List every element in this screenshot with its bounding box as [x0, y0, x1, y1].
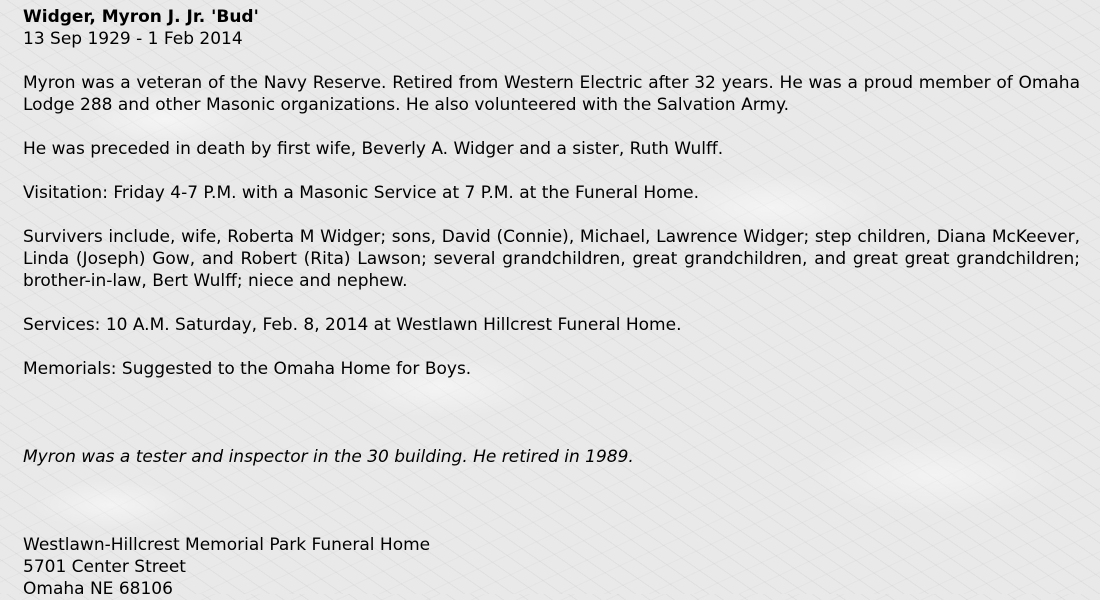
life-dates: 13 Sep 1929 - 1 Feb 2014	[23, 29, 243, 49]
spacer	[23, 336, 1080, 358]
spacer	[23, 512, 1080, 534]
paragraph-survivors: Survivers include, wife, Roberta M Widger; sons, David (Connie), Michael, Lawrence Widger; step children, Diana McKeever, Linda (Joseph) Gow, and Robert (Rita) Lawson; several grandchildren, great grandchildren, and great great grandchildren; brother-in-law, Bert Wulff; niece and nephew.	[23, 227, 1080, 291]
paragraph-visitation: Visitation: Friday 4-7 P.M. with a Masonic Service at 7 P.M. at the Funeral Home.	[23, 183, 700, 203]
city-state-zip: Omaha NE 68106	[23, 579, 173, 599]
paragraph-memorials: Memorials: Suggested to the Omaha Home for Boys.	[23, 359, 472, 379]
spacer	[23, 402, 1080, 424]
spacer	[23, 490, 1080, 512]
funeral-home-name: Westlawn-Hillcrest Memorial Park Funeral Home	[23, 535, 431, 555]
paragraph-service-history: Myron was a veteran of the Navy Reserve. Retired from Western Electric after 32 years. He was a proud member of Omaha Lodge 288 and other Masonic organizations. He also volunteered with the Salvation Army.	[23, 73, 1080, 115]
retirement-note: Myron was a tester and inspector in the 30 building. He retired in 1989.	[23, 447, 634, 467]
spacer	[23, 380, 1080, 402]
spacer	[23, 292, 1080, 314]
paragraph-services: Services: 10 A.M. Saturday, Feb. 8, 2014 at Westlawn Hillcrest Funeral Home.	[23, 315, 682, 335]
spacer	[23, 116, 1080, 138]
funeral-home-address	[23, 534, 1080, 600]
spacer	[23, 468, 1080, 490]
spacer	[23, 424, 1080, 446]
street-address: 5701 Center Street	[23, 557, 186, 577]
spacer	[23, 204, 1080, 226]
paragraph-preceded: He was preceded in death by first wife, Beverly A. Widger and a sister, Ruth Wulff.	[23, 139, 724, 159]
spacer	[23, 160, 1080, 182]
spacer	[23, 50, 1080, 72]
obituary-name: Widger, Myron J. Jr. 'Bud'	[23, 7, 259, 27]
